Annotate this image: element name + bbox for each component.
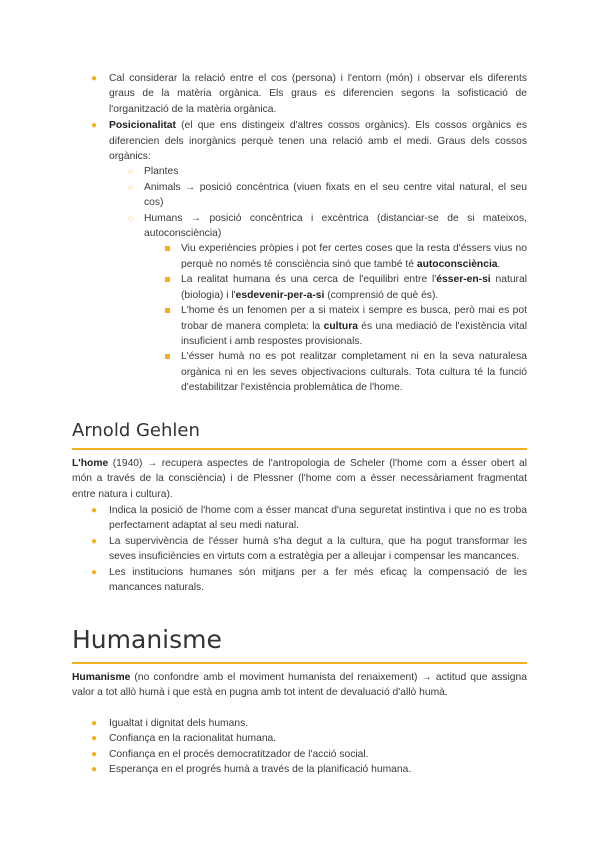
bullet-icon: ●: [91, 505, 98, 516]
list-item: ● Cal considerar la relació entre el cos (persona) i l'entorn (món) i observar els diferents graus de la matèria orgànica. Els graus es diferencien segons la sofisticació de l'organització de la matèria orgànica.: [91, 73, 527, 115]
list-item: ● La supervivència de l'ésser humà s'ha degut a la cultura, que ha pogut transformar les seves insuficiències en virtuts com a estratègia per a alleujar i compensar les mancances.: [91, 535, 527, 563]
square-bullet-icon: [165, 277, 170, 282]
section-divider: [72, 662, 527, 664]
humans-sublist: [181, 241, 527, 395]
list-item: L'ésser humà no es pot realitzar completament ni en la seva naturalesa orgànica ni en les seves objectivacions culturals. Tota cultura té la funció d'estabilitzar l'existència problemàtica de l'home.: [181, 349, 527, 395]
square-bullet-icon: [165, 308, 170, 313]
bullet-icon: ●: [91, 748, 98, 760]
list-item: ● Les institucions humanes són mitjans per a fer més eficaç la compensació de les mancances naturals.: [91, 566, 527, 594]
list-item: ● Esperança en el progrés humà a través de la planificació humana.: [109, 762, 527, 777]
list-item: ○ Plantes: [144, 164, 527, 179]
list-item: ○ Humans → posició concèntrica i excèntrica (distanciar-se de si mateixos, autoconsciència) Viu experiències pròpies i pot fer certes coses que la resta d'éssers vius no perquè no només té consciència sinó que també té autoconsciència. La realitat humana és una cerca de l'equilibri entre l'ésser-en-si natural (biologia) i l'esdevenir-per-a-si (comprensió de què és). L'home és un fenomen per a si mateix i sempre es busca, però mai es pot trobar de manera completa: la cultura és una mediació de l'existència vital insuficient i amb respostes provisionals. L'ésser humà no es pot realitzar completament ni en la seva naturalesa orgànica ni en les seves objectivacions culturals. Tota cultura té la funció d'estabilitzar l'existència problemàtica de l'home.: [144, 211, 527, 396]
list-item: ● Confiança en la racionalitat humana.: [109, 731, 527, 746]
list-item: ● Confiança en el procés democratitzador de l'acció social.: [109, 747, 527, 762]
circle-bullet-icon: ○: [128, 166, 134, 177]
list-item: ● Posicionalitat (el que ens distingeix d'altres cossos orgànics). Els cossos orgànics es diferencien dels inorgànics perquè tenen una relació amb el medi. Graus dels cossos orgànics: ○ Plantes ○ Animals → posició concèntrica (viuen fixats en el seu centre vital natural, el seu cos) ○ Humans → posició concèntrica i excèntrica (distanciar-se de si mateixos, autoconsciència) Viu experiències pròpies i pot fer certes coses que la resta d'éssers vius no perquè no només té consciència sinó que també té autoconsciència. La realitat humana és una cerca de l'equilibri entre l'ésser-en-si natural (biologia) i l'esdevenir-per-a-si (comprensió de què és). L'home és un fenomen per a si mateix i sempre es busca, però mai es pot trobar de manera completa: la cultura és una mediació de l'existència vital insuficient i amb respostes provisionals. L'ésser humà no es pot realitzar completament ni en la seva naturalesa orgànica ni en les seves objectivacions culturals. Tota cultura té la funció d'estabilitzar l'existència problemàtica de l'home.: [109, 118, 527, 395]
graus-list: [128, 164, 528, 395]
list-item: ○ Animals → posició concèntrica (viuen fixats en el seu centre vital natural, el seu cos): [128, 181, 527, 209]
bullet-icon: ●: [91, 566, 98, 578]
bullet-icon: ●: [91, 764, 98, 776]
bullet-icon: ●: [91, 718, 98, 729]
list-item: ● Igualtat i dignitat dels humans.: [109, 716, 527, 731]
bullet-icon: ●: [91, 73, 98, 84]
humanisme-list: [91, 716, 527, 778]
square-bullet-icon: [165, 354, 170, 359]
humanisme-intro: Humanisme (no confondre amb el moviment humanista del renaixement) → actitud que assigna valor a tot allò humà i que està en pugna amb tot intent de devaluació d'allò humà.: [72, 672, 527, 699]
list-item: L'home és un fenomen per a si mateix i sempre es busca, però mai es pot trobar de manera completa: la cultura és una mediació de l'existència vital insuficient i amb respostes provisionals.: [181, 303, 527, 349]
gehlen-list: [91, 503, 527, 595]
section-divider: [72, 448, 527, 450]
section-title-gehlen: Arnold Gehlen: [72, 420, 200, 441]
bullet-icon: ●: [91, 535, 98, 547]
gehlen-intro: L'home (1940) → recupera aspectes de l'antropologia de Scheler (l'home com a ésser obert al món a través de la consciència) i de Plessner (l'home com a ésser necessàriament fragmentat entre natura i cultura).: [72, 458, 527, 500]
bullet-icon: ●: [91, 733, 98, 745]
intro-list: [91, 71, 528, 396]
bullet-icon: ●: [91, 120, 98, 132]
circle-bullet-icon: ○: [128, 212, 134, 223]
list-item: ● Indica la posició de l'home com a ésser mancat d'una seguretat instintiva i que no es troba perfectament adaptat al seu medi natural.: [91, 505, 527, 532]
section-title-humanisme: Humanisme: [72, 625, 222, 654]
square-bullet-icon: [165, 246, 170, 251]
list-item: Viu experiències pròpies i pot fer certes coses que la resta d'éssers vius no perquè no només té consciència sinó que també té autoconsciència.: [181, 241, 527, 272]
list-item: La realitat humana és una cerca de l'equilibri entre l'ésser-en-si natural (biologia) i l'esdevenir-per-a-si (comprensió de què és).: [181, 272, 527, 303]
circle-bullet-icon: ○: [128, 181, 134, 192]
